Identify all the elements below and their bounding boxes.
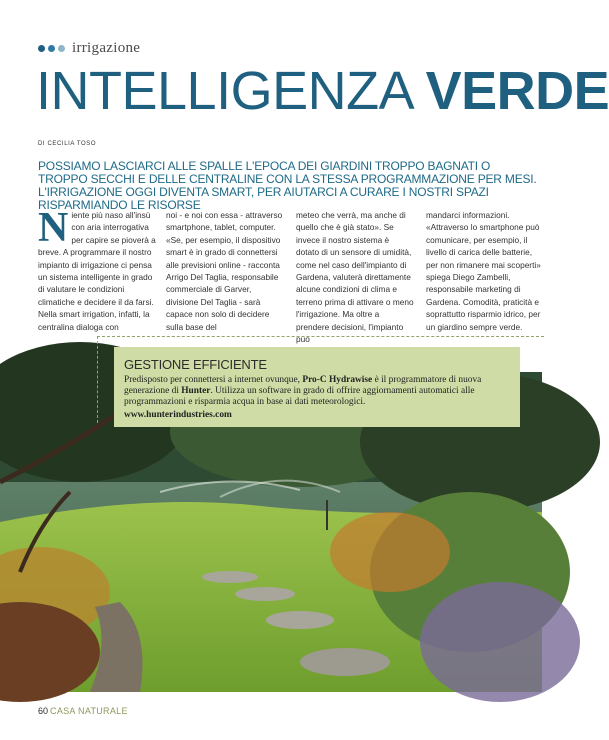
column-1-text: iente più naso all'insù con aria interrogativa per capire se pioverà a breve. A programmare il nostro impianto di irrigazione ci pensa un sistema intelligente in grado di valutare le condizioni climatiche e decidere il da farsi. Nella smart irrigation, infatti, la centralina dialoga con	[38, 210, 156, 332]
page-number: 60	[38, 706, 49, 716]
info-box	[114, 347, 520, 427]
section-label: irrigazione	[72, 40, 141, 56]
info-box-title: GESTIONE EFFICIENTE	[124, 357, 267, 372]
drop-cap: N	[38, 205, 69, 251]
lead-paragraph: POSSIAMO LASCIARCI ALLE SPALLE L'EPOCA DEI GIARDINI TROPPO BAGNATI O TROPPO SECCHI E DELLE CENTRALINE CON LA STESSA PROGRAMMAZIONE PER MESI. L'IRRIGAZIONE OGGI DIVENTA SMART, PER AIUTARCI A CURARE I NOSTRI SPAZI RISPARMIANDO LE RISORSE	[38, 159, 537, 212]
magazine-name: CASA NATURALE	[50, 706, 128, 716]
bullet-dot-3	[58, 45, 65, 52]
page-footer	[38, 706, 128, 716]
article-column-2: noi - e noi con essa - attraverso smartphone, tablet, computer. «Se, per esempio, il dispositivo smart è in grado di connettersi alle previsioni online - racconta Arrigo Del Taglia, responsabile commerciale di Garver, divisione Del Taglia - sarà capace non solo di decidere sulla base del	[166, 210, 283, 332]
website-link[interactable]: www.hunterindustries.com	[124, 410, 232, 420]
article-column-4: mandarci informazioni. «Attraverso lo smartphone può comunicare, per esempio, il livello di carica delle batterie, per non rimanere mai scoperti» spiega Diego Zambelli, responsabile marketing di Gardena. Comodità, praticità e soprattutto risparmio idrico, per un giardino sempre verde.	[426, 210, 541, 332]
headline	[36, 60, 609, 122]
byline: DI CECILIA TOSO	[38, 141, 97, 147]
headline-bold: VERDE	[425, 61, 609, 121]
product-name: Pro-C Hydrawise	[302, 375, 373, 385]
info-text-3: . Utilizza un software in grado di offrire aggiornamenti automatici alle programmazioni e risparmia acqua in base ai dati meteorologici.	[124, 386, 475, 407]
article-column-1	[38, 205, 156, 333]
bullet-dot-2	[48, 45, 55, 52]
info-text-1: Predisposto per connettersi a internet ovunque,	[124, 375, 303, 385]
bullet-dot-1	[38, 45, 45, 52]
headline-light: INTELLIGENZA	[36, 61, 426, 121]
article-body	[38, 205, 541, 345]
info-box-text	[124, 375, 510, 408]
brand-name: Hunter	[181, 386, 211, 396]
info-text-2: è il programmatore di nuova generazione di	[124, 375, 482, 396]
section-tag	[38, 40, 140, 57]
article-column-3: meteo che verrà, ma anche di quello che è già stato». Se invece il nostro sistema è dotato di un sensore di umidità, come nel caso dell'impianto di Gardena, valuterà direttamente alcune condizioni di clima e terreno prima di attivare o meno l'irrigazione. Ma oltre a prendere decisioni, l'impianto può	[296, 210, 414, 345]
